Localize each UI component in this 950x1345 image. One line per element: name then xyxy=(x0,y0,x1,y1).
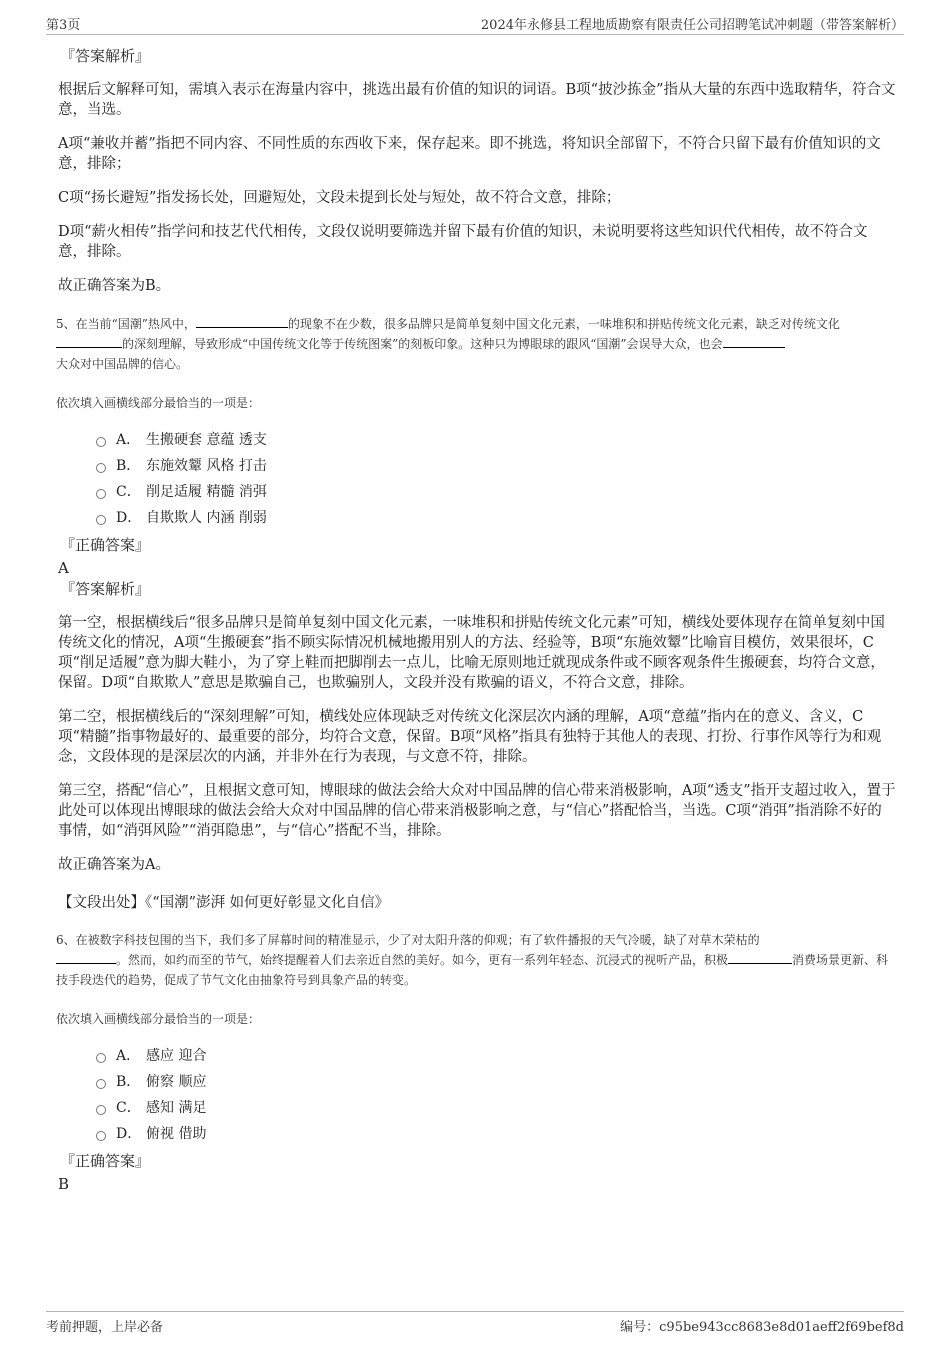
radio-icon[interactable] xyxy=(96,1105,106,1115)
option-label: B． xyxy=(116,1074,141,1090)
question-text: 6、在被数字科技包围的当下，我们多了屏幕时间的精准显示，少了对太阳升落的仰观；有了软件播报的天气冷暖，缺了对草木荣枯的 xyxy=(56,933,760,947)
correct-answer: B xyxy=(58,1175,70,1193)
page-content xyxy=(56,46,896,1195)
question-text: 。然而，如约而至的节气，始终提醒着人们去亲近自然的美好。如今，更有一系列年轻态、沉浸式的视听产品，积极 xyxy=(116,953,729,967)
option-label: D． xyxy=(116,510,142,526)
option-list xyxy=(96,1047,896,1143)
option-label: B． xyxy=(116,458,141,474)
fill-blank xyxy=(196,315,288,328)
page-header xyxy=(46,14,904,35)
analysis-paragraph: 第一空，根据横线后“很多品牌只是简单复刻中国文化元素，一味堆积和拼贴传统文化元素”可知，横线处要体现存在简单复刻中国传统文化的情况，A项“生搬硬套”指不顾实际情况机械地搬用别人的方法、经验等，B项“东施效颦”比喻盲目模仿，效果很坏，C项“削足适履”意为脚大鞋小，为了穿上鞋而把脚削去一点儿，比喻无原则地迁就现成条件或不顾客观条件生搬硬套，均符合文意，保留。D项“自欺欺人”意思是欺骗自己，也欺骗别人，文段并没有欺骗的语义，不符合文意，排除。 xyxy=(58,615,885,691)
document-title: 2024年永修县工程地质勘察有限责任公司招聘笔试冲刺题（带答案解析） xyxy=(480,18,904,33)
page-number: 第3页 xyxy=(46,18,81,33)
option-label: C． xyxy=(116,1100,141,1116)
option-text: 感应 迎合 xyxy=(146,1048,207,1064)
question-text: 消费场景更新、科技手段迭代的趋势，促成了节气文化由抽象符号到具象产品的转变。 xyxy=(56,953,889,987)
correct-answer: A xyxy=(58,559,69,577)
option-text: 削足适履 精髓 消弭 xyxy=(146,484,267,500)
question-prompt: 依次填入画横线部分最恰当的一项是： xyxy=(56,396,261,410)
question-text: 大众对中国品牌的信心。 xyxy=(56,357,189,371)
fill-blank xyxy=(56,951,116,964)
option-text: 感知 满足 xyxy=(146,1100,207,1116)
option-label: D． xyxy=(116,1126,142,1142)
correct-answer-tag: 『正确答案』 xyxy=(60,1152,151,1170)
analysis-tag: 『答案解析』 xyxy=(60,580,151,598)
option-list xyxy=(96,431,896,527)
question-prompt: 依次填入画横线部分最恰当的一项是： xyxy=(56,1012,261,1026)
question-6-stem xyxy=(56,930,896,990)
radio-icon[interactable] xyxy=(96,489,106,499)
source-citation: 【文段出处】《“国潮”澎湃 如何更好彰显文化自信》 xyxy=(58,895,390,911)
analysis-paragraph: D项“薪火相传”指学问和技艺代代相传，文段仅说明要筛选并留下最有价值的知识，未说明要将这些知识代代相传，故不符合文意，排除。 xyxy=(58,224,868,260)
option-label: A． xyxy=(116,1048,141,1064)
analysis-paragraph: 根据后文解释可知，需填入表示在海量内容中，挑选出最有价值的知识的词语。B项“披沙拣金”指从大量的东西中选取精华，符合文意，当选。 xyxy=(58,82,896,118)
option-c[interactable] xyxy=(96,1099,896,1117)
option-label: A． xyxy=(116,432,141,448)
analysis-paragraph: 第三空，搭配“信心”，且根据文意可知，博眼球的做法会给大众对中国品牌的信心带来消极影响，A项“透支”指开支超过收入，置于此处可以体现出博眼球的做法会给大众对中国品牌的信心带来消极影响之意，与“信心”搭配恰当，当选。C项“消弭”指消除不好的事情，如“消弭风险”“消弭隐患”，与“信心”搭配不当，排除。 xyxy=(58,783,896,839)
option-c[interactable] xyxy=(96,483,896,501)
option-text: 东施效颦 风格 打击 xyxy=(146,458,267,474)
option-label: C． xyxy=(116,484,141,500)
option-d[interactable] xyxy=(96,509,896,527)
radio-icon[interactable] xyxy=(96,1131,106,1141)
question-text: 的深刻理解，导致形成“中国传统文化等于传统图案”的刻板印象。这种只为博眼球的跟风“国潮”会误导大众，也会 xyxy=(122,337,723,351)
radio-icon[interactable] xyxy=(96,515,106,525)
page-footer xyxy=(46,1311,904,1336)
analysis-conclusion: 故正确答案为A。 xyxy=(58,857,170,873)
option-b[interactable] xyxy=(96,457,896,475)
option-b[interactable] xyxy=(96,1073,896,1091)
analysis-paragraph: C项“扬长避短”指发扬长处，回避短处，文段未提到长处与短处，故不符合文意，排除； xyxy=(58,190,621,206)
document-id: 编号：c95be943cc8683e8d01aeff2f69bef8d xyxy=(620,1320,904,1335)
option-a[interactable] xyxy=(96,1047,896,1065)
radio-icon[interactable] xyxy=(96,437,106,447)
fill-blank xyxy=(56,335,122,348)
analysis-conclusion: 故正确答案为B。 xyxy=(58,278,171,294)
option-text: 生搬硬套 意蕴 透支 xyxy=(146,432,267,448)
question-text: 的现象不在少数，很多品牌只是简单复刻中国文化元素，一味堆积和拼贴传统文化元素，缺乏对传统文化 xyxy=(287,317,840,331)
option-d[interactable] xyxy=(96,1125,896,1143)
option-text: 自欺欺人 内涵 削弱 xyxy=(146,510,267,526)
option-text: 俯察 顺应 xyxy=(146,1074,207,1090)
analysis-paragraph: A项“兼收并蓄”指把不同内容、不同性质的东西收下来，保存起来。即不挑选，将知识全部留下，不符合只留下最有价值知识的文意，排除； xyxy=(58,136,881,172)
fill-blank xyxy=(723,335,785,348)
analysis-paragraph: 第二空，根据横线后的“深刻理解”可知，横线处应体现缺乏对传统文化深层次内涵的理解，A项“意蕴”指内在的意义、含义，C项“精髓”指事物最好的、最重要的部分，均符合文意，保留。B项“风格”指具有独特于其他人的表现、打扮、行事作风等行为和观念，文段体现的是深层次的内涵，并非外在行为表现，与文意不符，排除。 xyxy=(58,709,882,765)
analysis-tag: 『答案解析』 xyxy=(60,47,151,65)
correct-answer-tag: 『正确答案』 xyxy=(60,536,151,554)
option-text: 俯视 借助 xyxy=(146,1126,207,1142)
fill-blank xyxy=(728,951,792,964)
radio-icon[interactable] xyxy=(96,1079,106,1089)
radio-icon[interactable] xyxy=(96,463,106,473)
question-5-stem xyxy=(56,314,896,374)
option-a[interactable] xyxy=(96,431,896,449)
radio-icon[interactable] xyxy=(96,1053,106,1063)
footer-slogan: 考前押题，上岸必备 xyxy=(46,1320,164,1335)
question-text: 5、在当前“国潮”热风中， xyxy=(56,317,196,331)
